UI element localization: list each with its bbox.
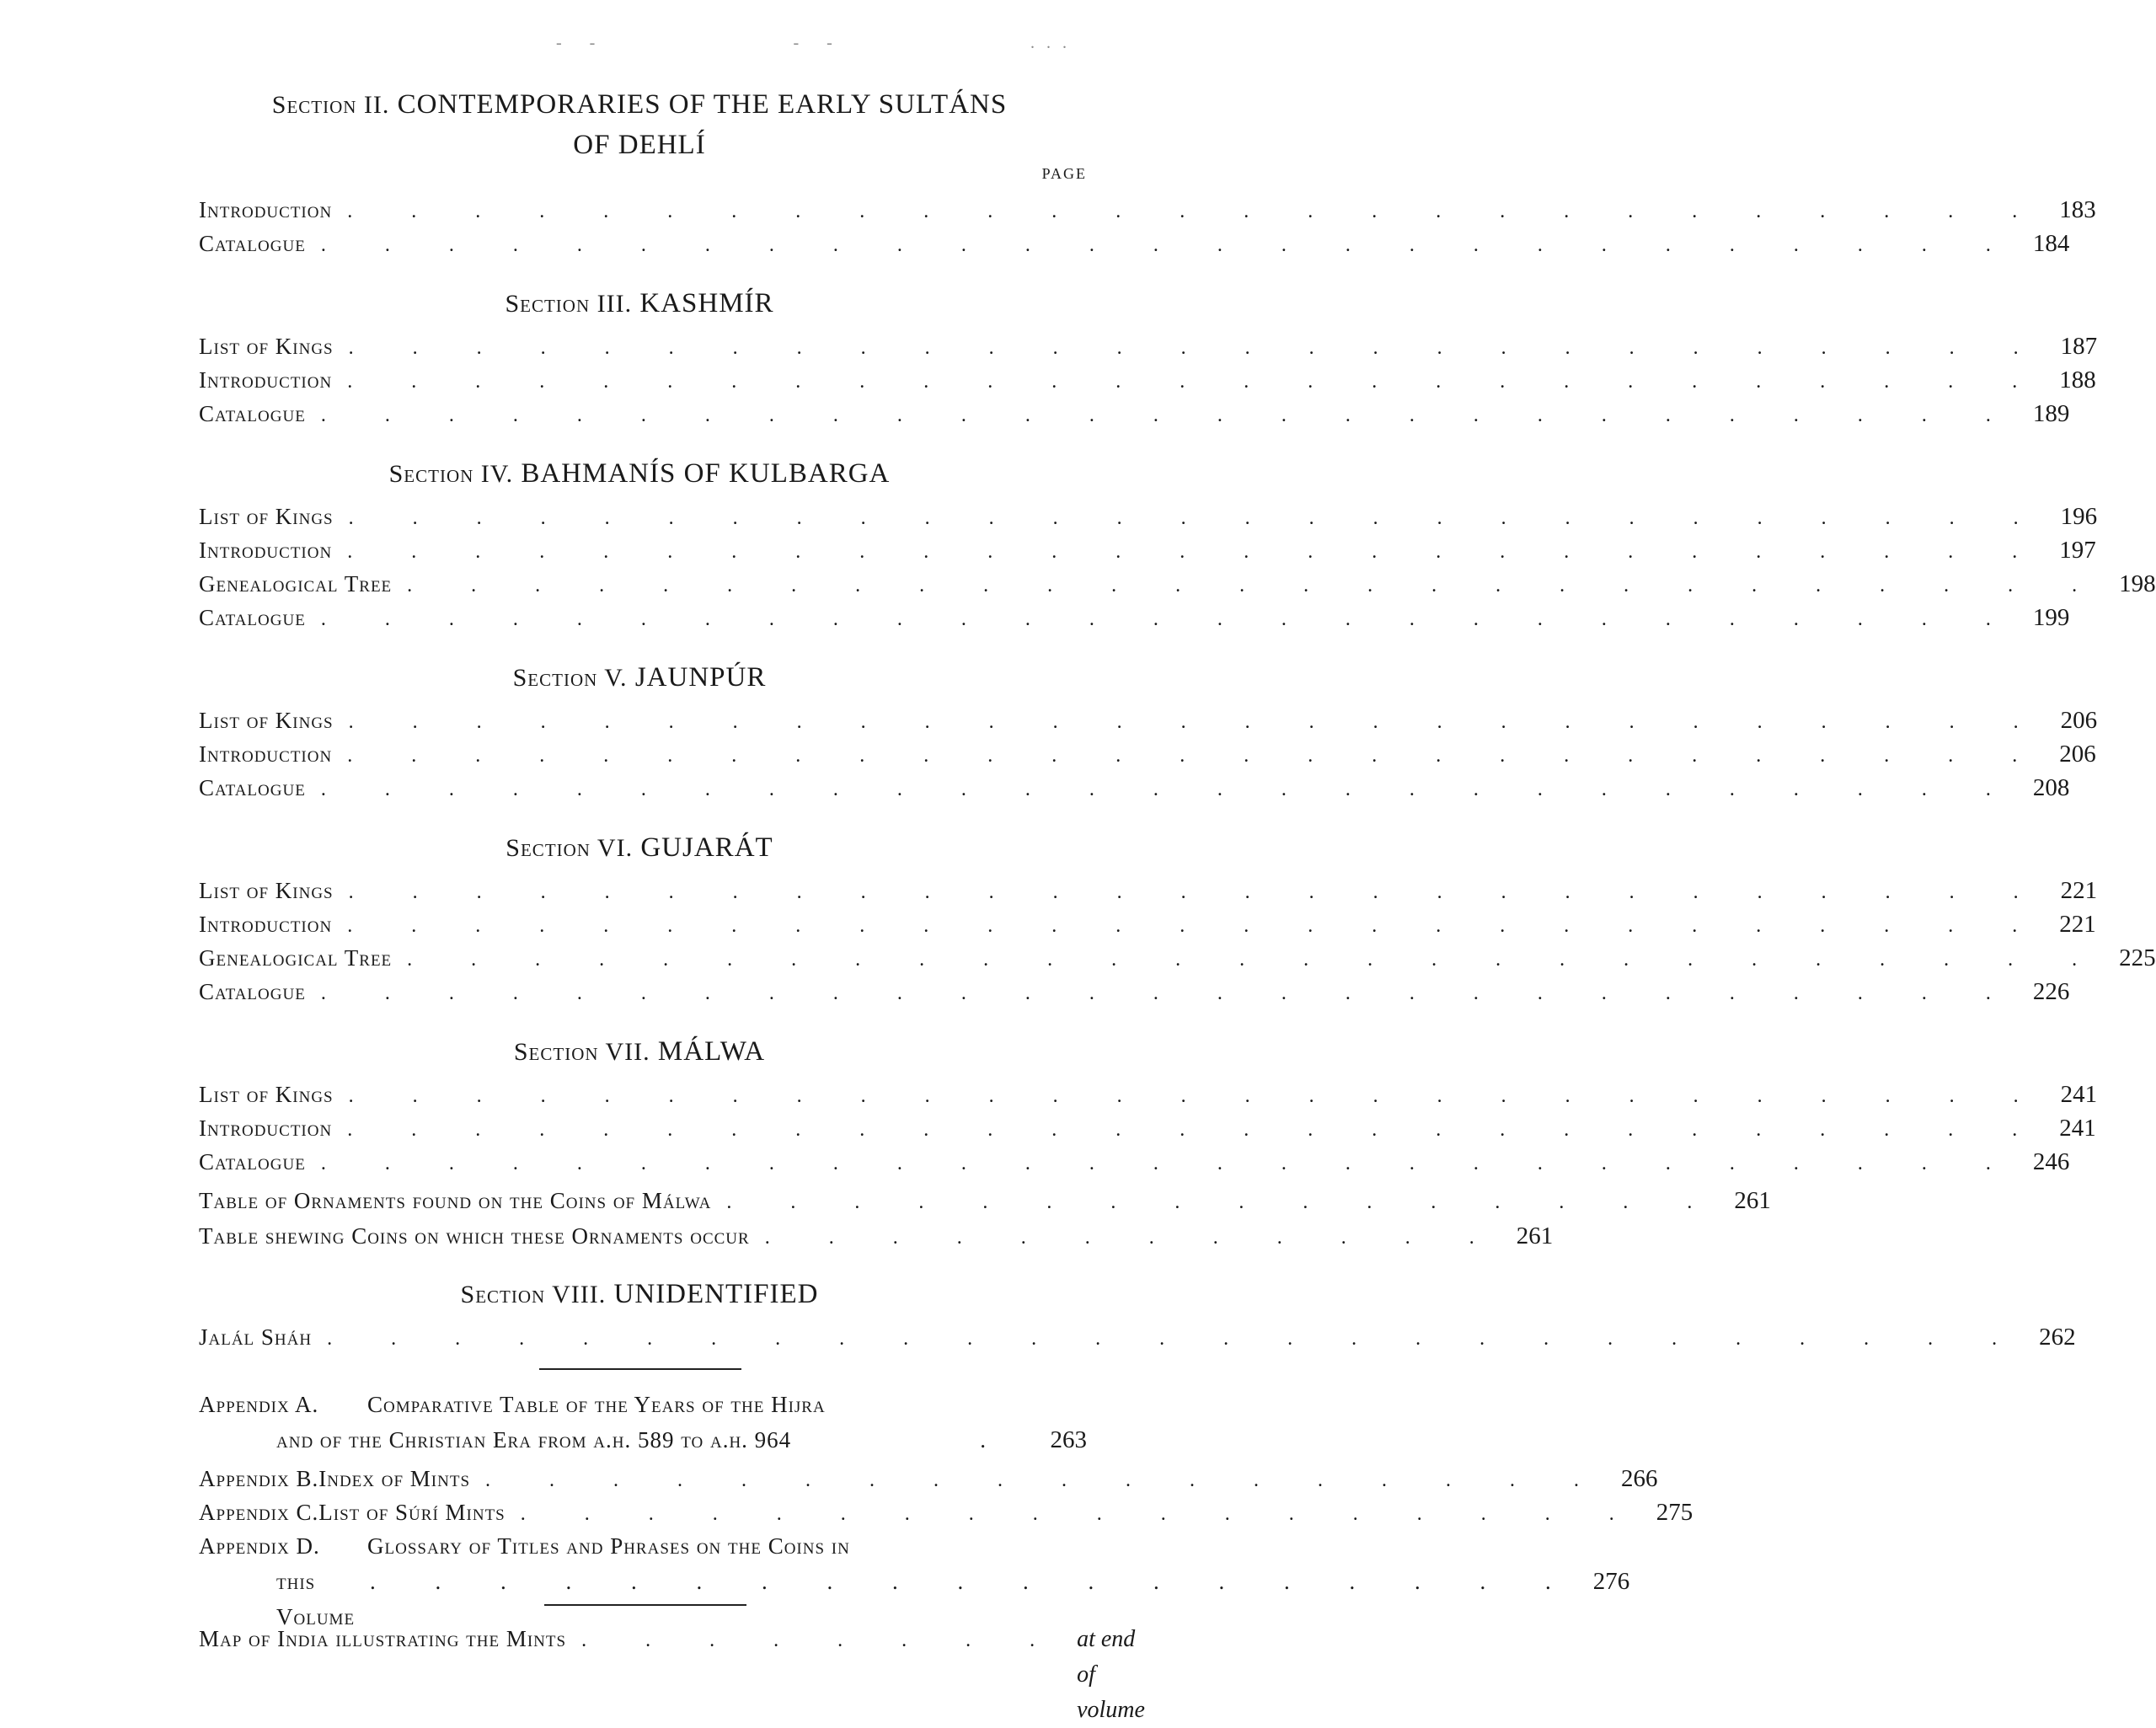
header-mark: ... [1030, 34, 1078, 52]
leader-dots: . . . . . . . . . . . . . . . . . . . . . . . . . . . [407, 949, 2105, 971]
toc-row-page: 184 [2032, 230, 2070, 257]
toc-row[interactable] [199, 940, 2156, 976]
leader-dots: . . . . . . . . [581, 1629, 1062, 1651]
leader-dots: . . . . . . . . . . . . . . . . . . . . . . . . . . . [348, 881, 2046, 903]
toc-row-label: Genealogical Tree [199, 571, 393, 597]
toc-row-label: Jalál Sháh [199, 1324, 313, 1350]
appendix-page: 263 [1050, 1426, 1087, 1453]
leader-dots: . . . . . . . . . . . . . . . . . . . . . . . . . . . [327, 1328, 2025, 1350]
toc-row[interactable] [199, 770, 2070, 805]
toc-row[interactable] [199, 736, 2096, 772]
toc-row-page: 226 [2032, 978, 2070, 1005]
toc-row-label: Introduction [199, 367, 333, 393]
toc-row-label: List of Kings [199, 1082, 334, 1107]
toc-row-page: 198 [2119, 570, 2156, 597]
toc-row-page: 206 [2060, 707, 2098, 734]
toc-row-page: 225 [2119, 944, 2156, 971]
toc-row[interactable] [199, 499, 2098, 534]
section-label: Section VI. [506, 834, 634, 862]
toc-row-label: Catalogue [199, 979, 306, 1004]
section-title: JAUNPÚR [634, 662, 767, 693]
section-label: Section II. [271, 91, 390, 119]
leader-dots: . . . . . . . . . . . . . . . . . . . . . . . . . . . [320, 982, 2018, 1004]
header-marks [556, 34, 1078, 53]
leader-dots: . . . . . . . . . . . . . . . . . . . . . . . . . . . [347, 371, 2045, 393]
header-mark: - - [556, 34, 607, 52]
toc-row[interactable] [199, 566, 2156, 602]
toc-row-page: 261 [1734, 1187, 1771, 1214]
section-heading-7 [192, 1031, 1087, 1073]
leader-dots: . . . . . . . . . . . . . . . . . . . . . . . . . . . [347, 745, 2045, 767]
leader-dots: . . . . . . . . . . . . . . . . . . . . . . . . . . . [320, 778, 2018, 800]
toc-row[interactable] [199, 873, 2098, 908]
toc-row[interactable] [199, 396, 2070, 431]
toc-row[interactable] [199, 1218, 1554, 1254]
section-heading-4 [192, 453, 1087, 495]
appendix-label: Appendix D. [199, 1533, 320, 1559]
toc-row-label: Table shewing Coins on which these Ornaments occur [199, 1223, 750, 1249]
section-label: Section IV. [388, 460, 514, 488]
toc-row[interactable] [199, 1144, 2070, 1180]
toc-row[interactable] [199, 907, 2096, 942]
appendix-c[interactable] [199, 1495, 1693, 1530]
toc-row[interactable] [199, 329, 2098, 364]
section-heading-2-line2 [192, 125, 1087, 165]
appendix-page: 276 [1592, 1568, 1630, 1595]
toc-row-label: Introduction [199, 538, 333, 563]
map-label: Map of India illustrating the Mints [199, 1626, 567, 1651]
toc-row-label: List of Kings [199, 334, 334, 359]
toc-row-label: Catalogue [199, 1149, 306, 1174]
appendix-a[interactable] [199, 1387, 1087, 1458]
section-heading-3 [192, 283, 1087, 324]
toc-row-page: 246 [2032, 1148, 2070, 1175]
toc-row-label: Genealogical Tree [199, 945, 393, 971]
divider-rule [539, 1368, 741, 1370]
toc-row[interactable] [199, 192, 2096, 227]
section-label: Section III. [505, 290, 633, 318]
appendix-title-line1: Glossary of Titles and Phrases on the Coins in [367, 1533, 850, 1559]
toc-row-label: Catalogue [199, 605, 306, 630]
toc-row-page: 188 [2059, 366, 2096, 393]
toc-row-label: Catalogue [199, 775, 306, 800]
appendix-title: List of Súrí Mints [318, 1500, 506, 1525]
appendix-title-line2: this Volume [276, 1569, 356, 1629]
toc-row[interactable] [199, 1319, 2076, 1355]
appendix-b[interactable] [199, 1461, 1658, 1496]
toc-row-page: 187 [2060, 333, 2098, 360]
toc-row-page: 241 [2059, 1115, 2096, 1142]
leader-dots: . . . . . . . . . . . . . . . . . . . . . . . . . . . [320, 608, 2018, 630]
toc-row-label: Catalogue [199, 231, 306, 256]
leader-dots: . . . . . . . . . . . . . . . . . . . . . . . . . . . [347, 201, 2045, 222]
section-title: BAHMANÍS OF KULBARGA [521, 458, 891, 489]
toc-row-page: 199 [2032, 604, 2070, 631]
map-entry[interactable] [199, 1621, 1145, 1723]
toc-row-label: Introduction [199, 912, 333, 937]
toc-row[interactable] [199, 1110, 2096, 1146]
toc-row-page: 183 [2059, 196, 2096, 223]
toc-row-page: 221 [2060, 877, 2098, 904]
section-label: Section VII. [513, 1038, 650, 1066]
section-label: Section V. [512, 664, 628, 692]
toc-row[interactable] [199, 532, 2096, 568]
toc-row[interactable] [199, 1183, 1771, 1218]
leader-dots: . . . . . . . . . . . . [764, 1227, 1501, 1249]
section-heading-2 [192, 84, 1087, 126]
appendix-title-line1: Comparative Table of the Years of the Hijra [367, 1392, 826, 1417]
section-title: CONTEMPORARIES OF THE EARLY SULTÁNS [397, 89, 1008, 120]
toc-row[interactable] [199, 703, 2098, 738]
leader-dots: . . . . . . . . . . . . . . . . . . . . . . . . . . . [348, 337, 2046, 359]
toc-row-page: 262 [2039, 1324, 2076, 1351]
toc-row-label: Introduction [199, 197, 333, 222]
appendix-label: Appendix B. [199, 1466, 319, 1491]
toc-row-page: 196 [2060, 503, 2098, 530]
leader-dots: . . . . . . . . . . . . . . . . . . . . . . . . . . . [320, 234, 2018, 256]
leader-dots: . . . . . . . . . . . . . . . . . . . . . . . . . . . [347, 915, 2045, 937]
appendix-label: Appendix C. [199, 1500, 319, 1525]
header-mark: - - [793, 34, 844, 52]
divider-rule [544, 1604, 746, 1606]
section-title-line2: OF DEHLÍ [573, 130, 706, 160]
map-page: at end of volume [1077, 1626, 1145, 1723]
toc-row-label: Introduction [199, 1115, 333, 1141]
toc-row-page: 197 [2059, 537, 2096, 564]
leader-dots: . . . . . . . . . . . . . . . . . . . . . . . . . . . [407, 575, 2105, 597]
leader-dots: . . . . . . . . . . . . . . . . . . . . . . . . . . . [348, 1085, 2046, 1107]
toc-row-page: 261 [1516, 1222, 1554, 1249]
toc-row[interactable] [199, 600, 2070, 635]
toc-row-label: List of Kings [199, 708, 334, 733]
section-heading-6 [192, 827, 1087, 869]
section-title: GUJARÁT [640, 832, 773, 863]
leader-dots: . . . . . . . . . . . . . . . . [726, 1191, 1720, 1213]
toc-row-page: 206 [2059, 741, 2096, 768]
section-heading-8 [192, 1274, 1087, 1315]
appendix-label: Appendix A. [199, 1392, 319, 1417]
section-heading-5 [192, 657, 1087, 698]
toc-row-page: 208 [2032, 774, 2070, 801]
leader-dots: . . . . . . . . . . . . . . . . . . . . . . . . . . . [348, 507, 2046, 529]
toc-row-label: List of Kings [199, 878, 334, 903]
leader-dots: . . . . . . . . . . . . . . . . . . [520, 1503, 1641, 1525]
toc-row-page: 221 [2059, 911, 2096, 938]
toc-row-page: 241 [2060, 1081, 2098, 1108]
appendix-page: 275 [1656, 1499, 1693, 1526]
toc-row-label: Introduction [199, 741, 333, 767]
toc-row-label: List of Kings [199, 504, 334, 529]
appendix-d[interactable] [199, 1528, 1630, 1634]
appendix-title: Index of Mints [318, 1466, 471, 1491]
section-title: KASHMÍR [639, 288, 774, 318]
leader-dots: . . . . . . . . . . . . . . . . . . . [370, 1569, 1578, 1594]
appendix-title-line2: and of the Christian Era from a.h. 589 to a.h. 964 [276, 1427, 792, 1452]
toc-row[interactable] [199, 226, 2070, 261]
section-title: UNIDENTIFIED [613, 1279, 819, 1309]
toc-row[interactable] [199, 362, 2096, 398]
toc-row[interactable] [199, 974, 2070, 1009]
leader-dots: . [980, 1427, 1013, 1452]
section-title: MÁLWA [657, 1036, 766, 1067]
toc-row-label: Catalogue [199, 401, 306, 426]
page-column-label: PAGE [1041, 165, 1087, 182]
leader-dots: . . . . . . . . . . . . . . . . . . . . . . . . . . . [347, 1119, 2045, 1141]
appendix-page: 266 [1621, 1465, 1658, 1492]
toc-row-label: Table of Ornaments found on the Coins of Málwa [199, 1188, 712, 1213]
leader-dots: . . . . . . . . . . . . . . . . . . . . . . . . . . . [320, 404, 2018, 426]
section-label: Section VIII. [460, 1281, 607, 1308]
leader-dots: . . . . . . . . . . . . . . . . . . . . . . . . . . . [348, 711, 2046, 733]
leader-dots: . . . . . . . . . . . . . . . . . . . . . . . . . . . [320, 1153, 2018, 1174]
leader-dots: . . . . . . . . . . . . . . . . . . [485, 1469, 1607, 1491]
toc-row-page: 189 [2032, 400, 2070, 427]
leader-dots: . . . . . . . . . . . . . . . . . . . . . . . . . . . [347, 541, 2045, 563]
toc-row[interactable] [199, 1077, 2098, 1112]
